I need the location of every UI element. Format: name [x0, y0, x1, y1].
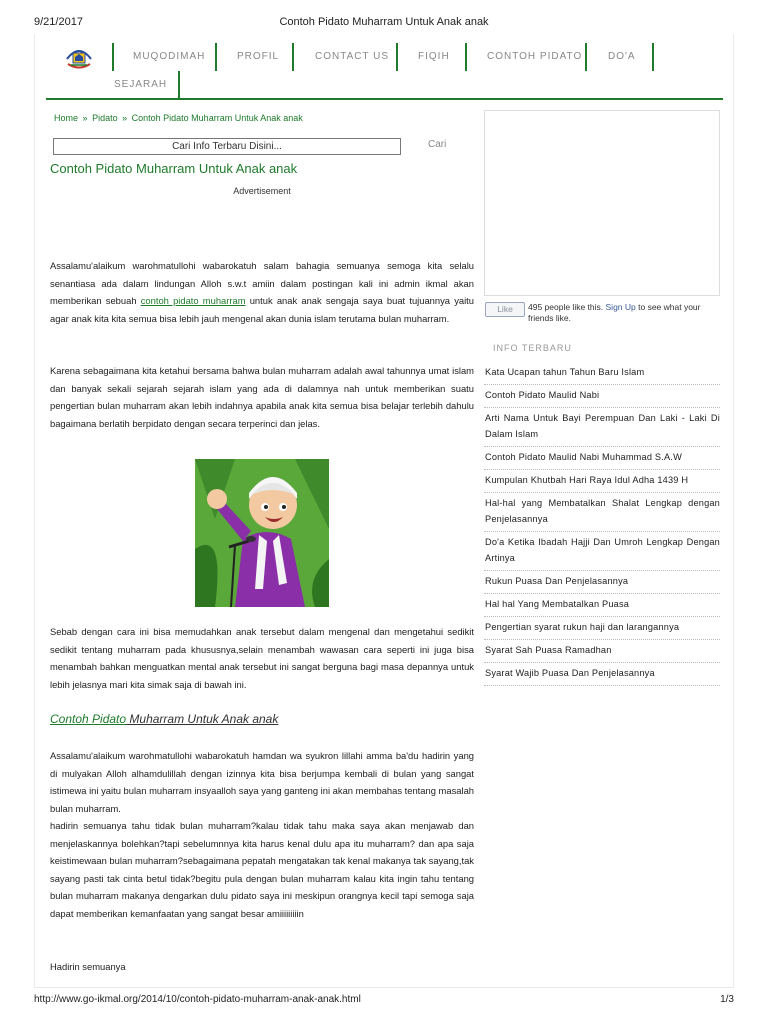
print-footer — [34, 994, 734, 1008]
recent-post-link[interactable]: Rukun Puasa Dan Penjelasannya — [484, 571, 720, 594]
recent-post-link[interactable]: Kumpulan Khutbah Hari Raya Idul Adha 1439 H — [484, 470, 720, 493]
facebook-like-count: 495 people like this. — [528, 302, 604, 312]
recent-posts-list — [484, 362, 720, 686]
breadcrumb-home[interactable]: Home — [54, 113, 79, 123]
recent-post-link[interactable]: Contoh Pidato Maulid Nabi — [484, 385, 720, 408]
site-logo-icon[interactable] — [64, 45, 94, 71]
nav-item-doa[interactable]: DO'A — [608, 51, 636, 62]
nav-divider — [396, 43, 398, 71]
post-paragraph: Karena sebagaimana kita ketahui bersama bahwa bulan muharram adalah awal tahunnya umat islam dan banyak sekali sejarah sejarah islam yang ada di dalamnya nah untuk memberikan suatu pengertian bulan muharram akan lebih indahnya apabila anak kita semua bisa belajar terlebih dahulu bagaimana berlatih berpidato dengan secara terperinci dan jelas. — [50, 365, 474, 429]
nav-divider — [178, 71, 180, 99]
recent-post-link[interactable]: Hal-hal yang Membatalkan Shalat Lengkap dengan Penjelasannya — [484, 493, 720, 532]
recent-post-link[interactable]: Do'a Ketika Ibadah Hajji Dan Umroh Lengkap Dengan Artinya — [484, 532, 720, 571]
nav-item-contact-us[interactable]: CONTACT US — [315, 51, 390, 62]
print-page-number: 1/3 — [720, 994, 734, 1005]
boy-speech-illustration — [195, 459, 329, 607]
advertisement-label: Advertisement — [233, 186, 291, 196]
nav-divider — [585, 43, 587, 71]
post-subheading — [50, 712, 278, 726]
post-paragraph: Hadirin semuanya — [50, 961, 126, 972]
post-paragraph: Sebab dengan cara ini bisa memudahkan anak tersebut dalam mengenal dan mengetahui sedikit sedikit tentang muharram pada khususnya,selain menambah wawasan cara seperti ini juga bisa menambah bahkan menguatkan mental anak tersebut ini sangat berguna bagi masa depannya untuk lebih jelasnya mari kita simak saja di bawah ini. — [50, 626, 474, 690]
print-date: 9/21/2017 — [34, 16, 83, 28]
facebook-signup-link[interactable]: Sign Up — [605, 302, 636, 312]
nav-item-profil[interactable]: PROFIL — [237, 51, 280, 62]
facebook-page-widget[interactable] — [484, 110, 720, 296]
nav-divider — [215, 43, 217, 71]
facebook-like-button[interactable]: Like — [485, 302, 525, 317]
breadcrumb-current[interactable]: Contoh Pidato Muharram Untuk Anak anak — [131, 113, 303, 123]
recent-post-link[interactable]: Kata Ucapan tahun Tahun Baru Islam — [484, 362, 720, 385]
main-nav — [46, 42, 723, 100]
search-button[interactable]: Cari — [428, 139, 447, 150]
recent-post-link[interactable]: Syarat Sah Puasa Ramadhan — [484, 640, 720, 663]
print-url: http://www.go-ikmal.org/2014/10/contoh-pidato-muharram-anak-anak.html — [34, 994, 361, 1005]
breadcrumb-separator: » — [82, 113, 88, 123]
post-paragraph — [50, 257, 474, 327]
print-header — [34, 16, 734, 30]
nav-menu — [112, 42, 723, 100]
nav-item-contoh-pidato[interactable]: CONTOH PIDATO — [487, 51, 583, 62]
nav-item-muqodimah[interactable]: MUQODIMAH — [133, 51, 206, 62]
nav-item-sejarah[interactable]: SEJARAH — [114, 79, 168, 90]
search-input[interactable]: Cari Info Terbaru Disini... — [53, 138, 401, 155]
post-paragraph: Assalamu'alaikum warohmatullohi wabarokatuh hamdan wa syukron lillahi amma ba'du hadirin yang di mulyakan Alloh alhamdulillah dengan izinnya kita bisa berjumpa kembali di bulan yang sangat istimewa ini yaitu bulan muharram insyaalloh saya yang ganteng ini akan membahas tentang masalah bulan muharram. — [50, 750, 474, 814]
contoh-pidato-muharram-link[interactable]: contoh pidato muharram — [140, 295, 246, 307]
facebook-like-rest: to see what your friends like. — [528, 302, 701, 323]
paragraph-text: Assalamu'alaikum warohmatullohi wabarokatuh salam bahagia semuanya semoga kita selalu senantiasa ada dalam lindungan Alloh s.w.t amiin dalam postingan kali ini admin ikmal akan memberikan sebuah — [50, 260, 474, 307]
recent-post-link[interactable]: Syarat Wajib Puasa Dan Penjelasannya — [484, 663, 720, 686]
breadcrumb — [54, 113, 303, 123]
recent-post-link[interactable]: Hal hal Yang Membatalkan Puasa — [484, 594, 720, 617]
nav-divider — [292, 43, 294, 71]
post-paragraph: hadirin semuanya tahu tidak bulan muharram?kalau tidak tahu maka saya akan menjawab dan menjelaskannya bolehkan?tapi sebelumnnya kita harus kenal dulu apa itu muharram? dan apa saja keistimewaan bulan muharram?sebagaimana pepatah mengatakan tak kenal makanya tak sayang,tak sayang pasti tak cinta betul tidak?begitu pula dengan bulan muharram kalau kita ingin tahu tentang bulan muharram makanya dengarkan dulu pidato saya ini meskipun orangnya kecil tapi semoga saja dapat memberikan kemanfaatan yang sangat besar amiiiiiiiiin — [50, 820, 474, 919]
nav-divider — [112, 43, 114, 71]
breadcrumb-category[interactable]: Pidato — [92, 113, 118, 123]
facebook-like-text — [528, 302, 724, 324]
nav-divider — [465, 43, 467, 71]
recent-post-link[interactable]: Pengertian syarat rukun haji dan larangannya — [484, 617, 720, 640]
sidebar-heading: INFO TERBARU — [493, 343, 572, 353]
recent-post-link[interactable]: Contoh Pidato Maulid Nabi Muhammad S.A.W — [484, 447, 720, 470]
nav-item-fiqih[interactable]: FIQIH — [418, 51, 450, 62]
nav-divider — [652, 43, 654, 71]
contoh-pidato-link[interactable]: Contoh Pidato — [50, 712, 127, 726]
paragraph-text: untuk anak anak sengaja saya buat tujuannya yaitu agar anak kita kita semua bisa lebih jauh mengenal akan dunia islam terutama bulan muharram. — [50, 295, 474, 324]
breadcrumb-separator: » — [122, 113, 128, 123]
subheading-text: Muharram Untuk Anak anak — [126, 712, 279, 726]
post-title: Contoh Pidato Muharram Untuk Anak anak — [50, 161, 298, 176]
print-title: Contoh Pidato Muharram Untuk Anak anak — [279, 16, 489, 28]
recent-post-link[interactable]: Arti Nama Untuk Bayi Perempuan Dan Laki - Laki Di Dalam Islam — [484, 408, 720, 447]
